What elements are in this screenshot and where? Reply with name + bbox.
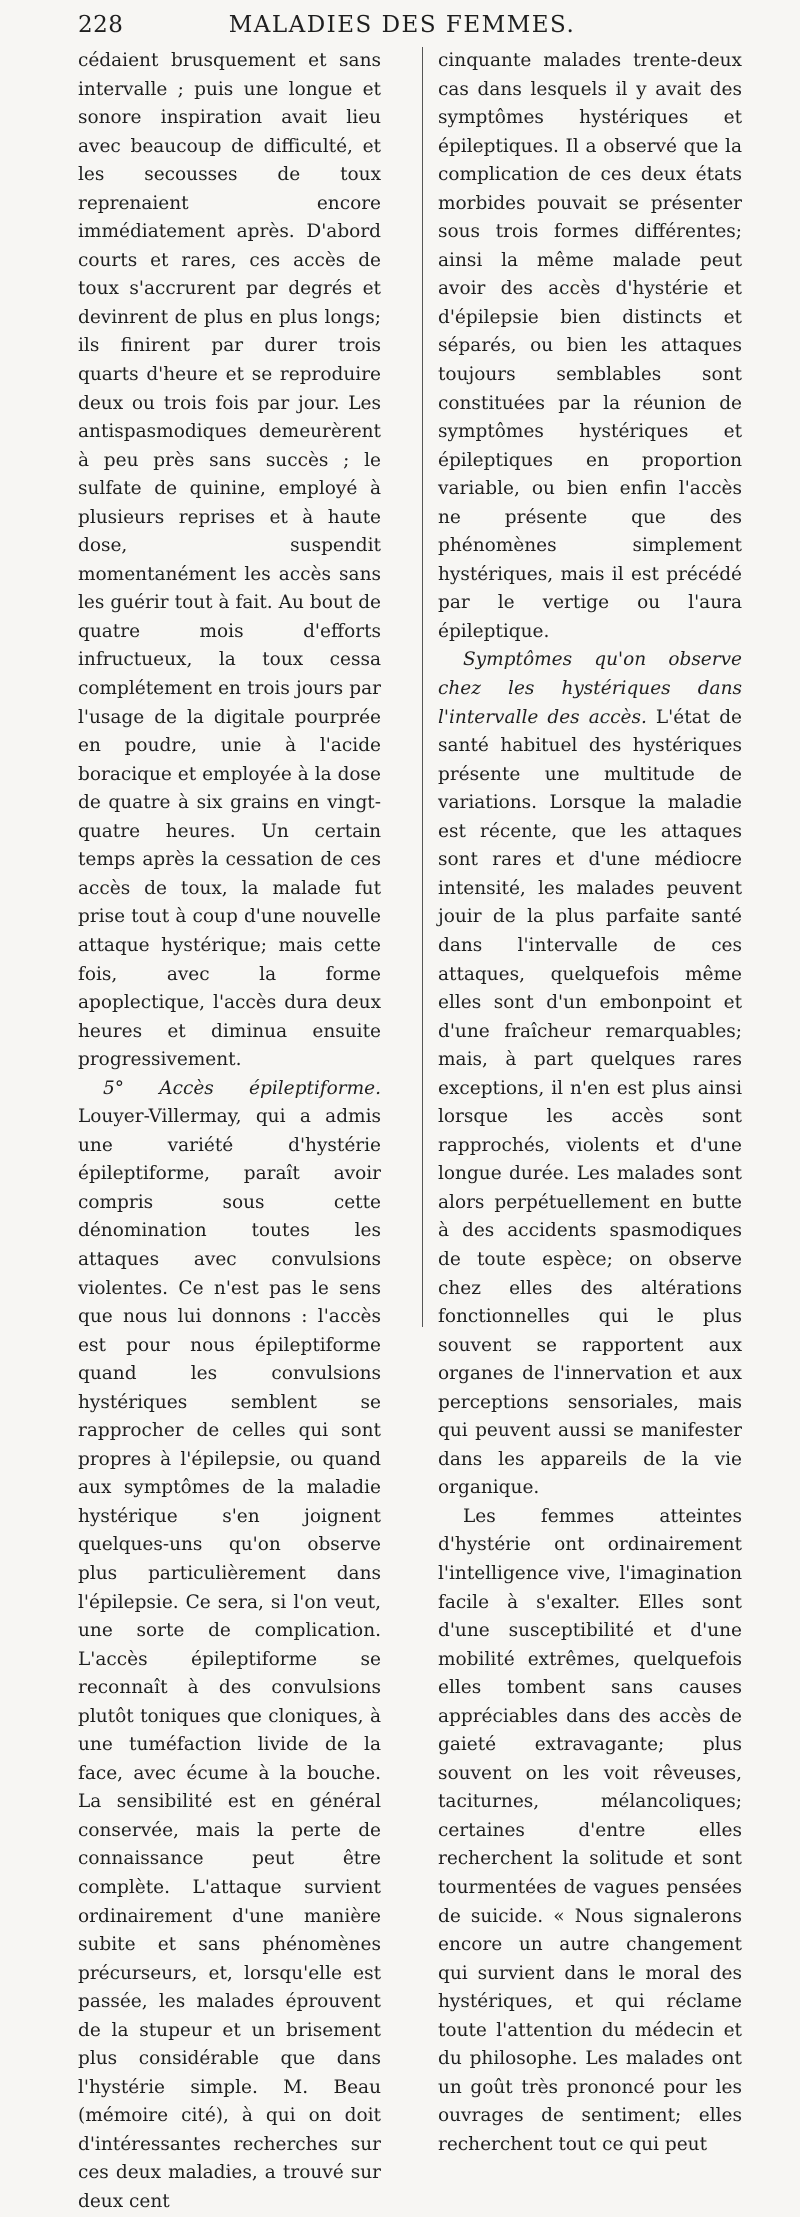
column-divider — [422, 47, 423, 1327]
paragraph-continued: cédaient brusquement et sans intervalle ; puis une longue et sonore inspiration avait lieu avec beaucoup de difficulté, et les secousses de toux reprenaient encore immédiatement après. D'abord courts et rares, ces accès de toux s'accrurent par degrés et devinrent de plus en plus longs; ils finirent par durer trois quarts d'heure et se reproduire deux ou trois fois par jour. Les antispasmodiques demeurèrent à peu près sans succès ; le sulfate de quinine, employé à plusieurs reprises et à haute dose, suspendit momentanément les accès sans les guérir tout à fait. Au bout de quatre mois d'efforts infructueux, la toux cessa complétement en trois jours par l'usage de la digitale pourprée en poudre, unie à l'acide boracique et employée à la dose de quatre à six grains en vingt-quatre heures. Un certain temps après la cessation de ces accès de toux, la malade fut prise tout à coup d'une nouvelle attaque hystérique; mais cette fois, avec la forme apoplectique, l'accès dura deux heures et diminua ensuite progressivement. — [78, 50, 381, 1071]
paragraph-epileptiform — [78, 1075, 381, 2217]
paragraph-women-hysteria: Les femmes atteintes d'hystérie ont ordinairement l'intelligence vive, l'imagination facile à s'exalter. Elles sont d'une susceptibilité et d'une mobilité extrêmes, quelquefois elles tombent sans causes appréciables dans des accès de gaieté extravagante; plus souvent on les voit rêveuses, taciturnes, mélancoliques; certaines d'entre elles recherchent la solitude et sont tourmentées de vagues pensées de suicide. « Nous signalerons encore un autre changement qui survient dans le moral des hystériques, et qui réclame toute l'attention du médecin et du philosophe. Les malades ont un goût très prononcé pour les ouvrages de sentiment; elles recherchent tout ce qui peut — [438, 1505, 742, 2155]
page-number: 228 — [78, 12, 124, 38]
paragraph-epileptiform-body: Louyer-Villermay, qui a admis une variété d'hystérie épileptiforme, paraît avoir compris sous cette dénomination toutes les attaques avec convulsions violentes. Ce n'est pas le sens que nous lui donnons : l'accès est pour nous épileptiforme quand les convulsions hystériques semblent se rapprocher de celles qui sont propres à l'épilepsie, ou quand aux symptômes de la maladie hystérique s'en joignent quelques-uns qu'on observe plus particulièrement dans l'épilepsie. Ce sera, si l'on veut, une sorte de complication. L'accès épileptiforme se reconnaît à des convulsions plutôt toniques que cloniques, à une tuméfaction livide de la face, avec écume à la bouche. La sensibilité est en général conservée, mais la perte de connaissance peut être complète. L'attaque survient ordinairement d'une manière subite et sans phénomènes précurseurs, et, lorsqu'elle est passée, les malades éprouvent de la stupeur et un brisement plus considérable que dans l'hystérie simple. M. Beau (mémoire cité), à qui on doit d'intéressantes recherches sur ces deux maladies, a trouvé sur deux cent — [78, 1106, 381, 2213]
page-header — [78, 12, 726, 44]
paragraph-interval-body: L'état de santé habituel des hystériques présente une multitude de variations. Lorsque la maladie est récente, que les attaques sont rares et d'une médiocre intensité, les malades peuvent jouir de la plus parfaite santé dans l'intervalle de ces attaques, quelquefois même elles sont d'un embonpoint et d'une fraîcheur remarquables; mais, à part quelques rares exceptions, il n'en est plus ainsi lorsque les accès sont rapprochés, violents et d'une longue durée. Les malades sont alors perpétuellement en butte à des accidents spasmodiques de toute espèce; on observe chez elles des altérations fonctionnelles qui le plus souvent se rapportent aux organes de l'innervation et aux perceptions sensoriales, mais qui peuvent aussi se manifester dans les appareils de la vie organique. — [438, 706, 742, 1499]
right-column — [438, 47, 742, 2159]
running-head: MALADIES DES FEMMES. — [228, 12, 576, 38]
left-column — [78, 47, 381, 2217]
section-heading-interval: Symptômes qu'on observe chez les hystériques dans l'intervalle des accès. — [438, 649, 742, 728]
section-heading-epileptiform: 5° Accès épileptiforme. — [103, 1077, 381, 1099]
paragraph-continued-right: cinquante malades trente-deux cas dans lesquels il y avait des symptômes hystériques et épileptiques. Il a observé que la complication de ces deux états morbides pouvait se présenter sous trois formes différentes; ainsi la même malade peut avoir des accès d'hystérie et d'épilepsie bien distincts et séparés, ou bien les attaques toujours semblables sont constituées par la réunion de symptômes hystériques et épileptiques en proportion variable, ou bien enfin l'accès ne présente que des phénomènes simplement hystériques, mais il est précédé par le vertige ou l'aura épileptique. — [438, 50, 742, 642]
paragraph-interval-symptoms — [438, 646, 742, 1502]
